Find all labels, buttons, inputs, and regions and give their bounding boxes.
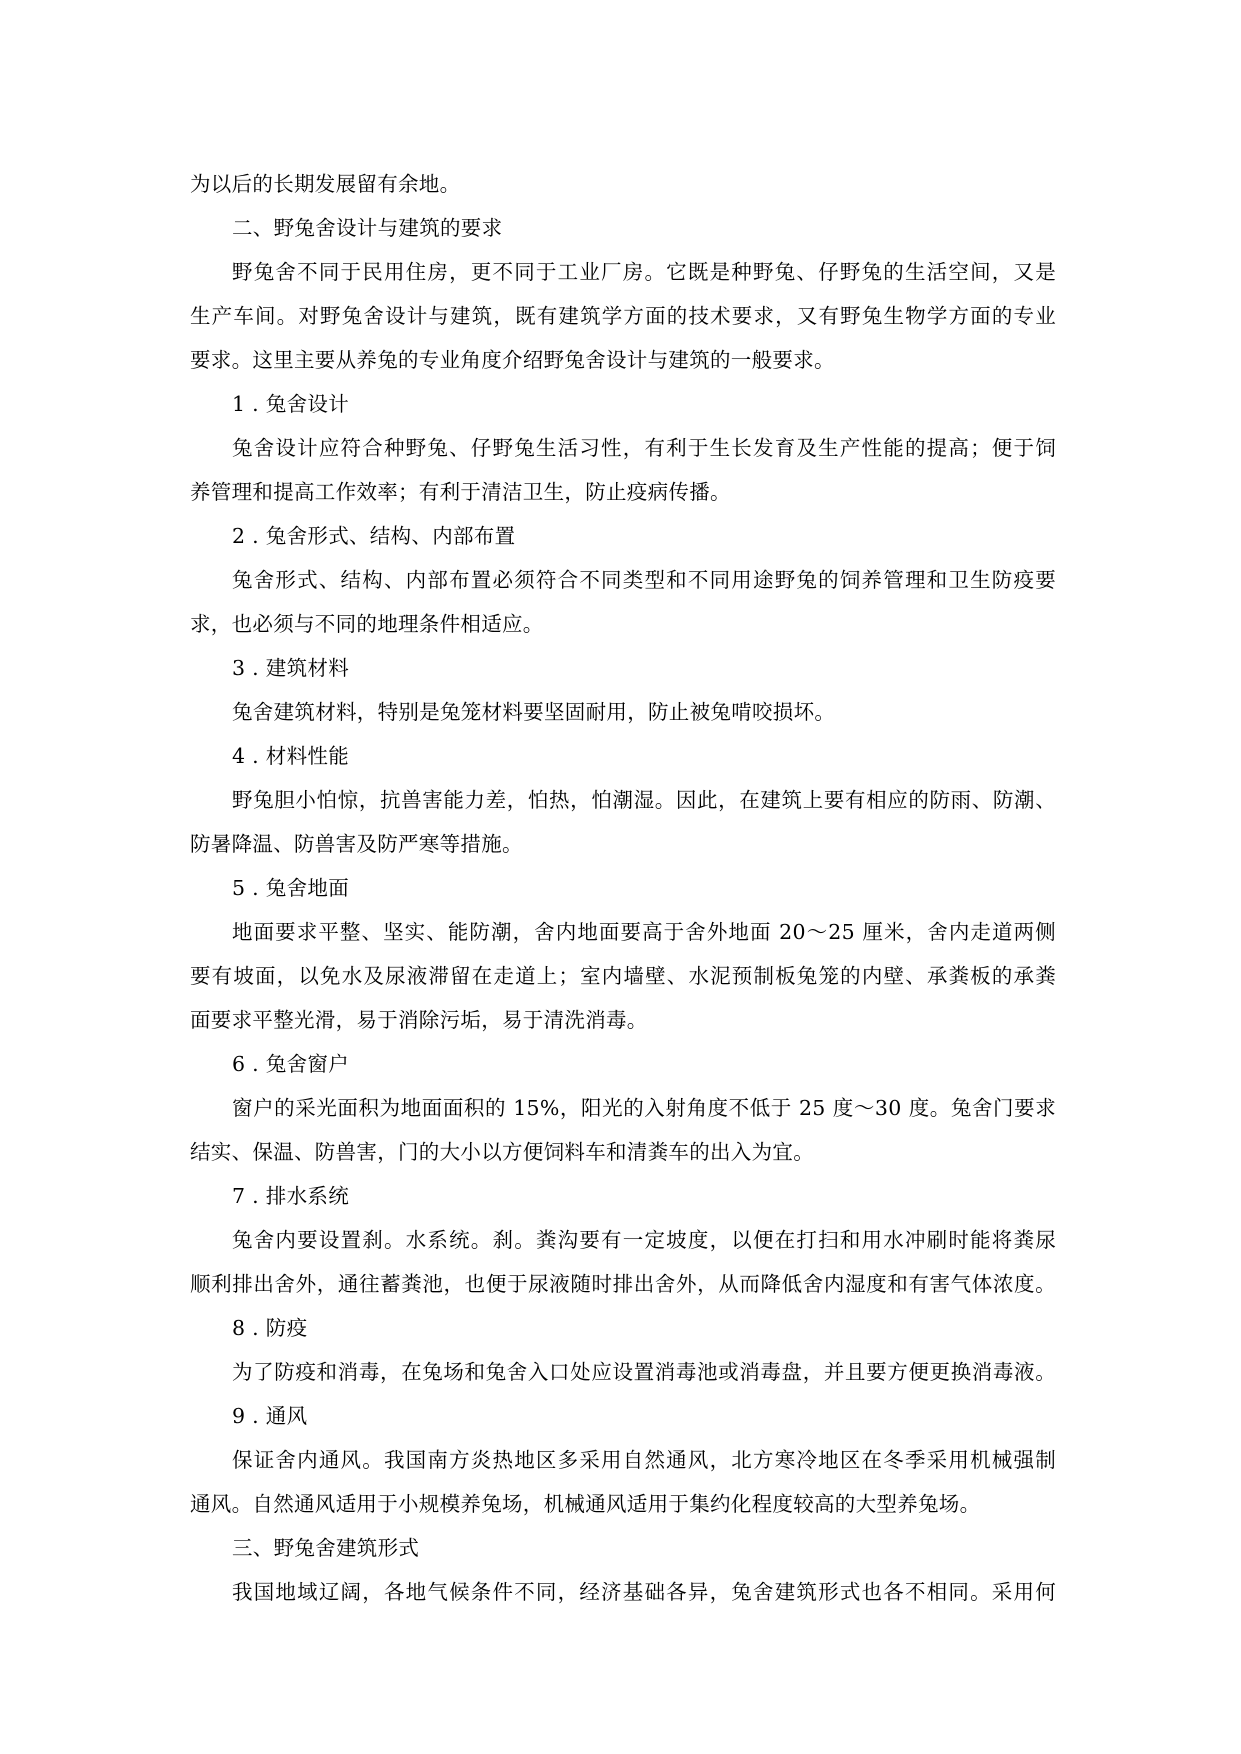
paragraph-continuation: 为以后的长期发展留有余地。 bbox=[190, 172, 461, 196]
paragraph-line: 兔舍形式、结构、内部布置必须符合不同类型和不同用途野兔的饲养管理和卫生防疫要 bbox=[232, 568, 1056, 592]
subheading-8: 8 . 防疫 bbox=[232, 1316, 308, 1340]
paragraph-line: 兔舍内要设置刹。水系统。刹。粪沟要有一定坡度，以便在打扫和用水冲刷时能将粪尿 bbox=[232, 1228, 1056, 1252]
subheading-4: 4 . 材料性能 bbox=[232, 744, 349, 768]
paragraph-line: 野兔舍不同于民用住房，更不同于工业厂房。它既是种野兔、仔野兔的生活空间，又是 bbox=[232, 260, 1056, 284]
paragraph-line: 要有坡面，以免水及尿液滞留在走道上；室内墙壁、水泥预制板兔笼的内壁、承粪板的承粪 bbox=[190, 964, 1056, 988]
paragraph-line: 保证舍内通风。我国南方炎热地区多采用自然通风，北方寒冷地区在冬季采用机械强制 bbox=[232, 1448, 1056, 1472]
subheading-6: 6 . 兔舍窗户 bbox=[232, 1052, 349, 1076]
document-body bbox=[190, 162, 1056, 1614]
paragraph-line: 窗户的采光面积为地面面积的 15%，阳光的入射角度不低于 25 度～30 度。兔舍门要求 bbox=[232, 1096, 1056, 1120]
section-heading-3: 三、野兔舍建筑形式 bbox=[232, 1536, 420, 1560]
paragraph-line: 兔舍建筑材料，特别是兔笼材料要坚固耐用，防止被兔啃咬损坏。 bbox=[232, 700, 836, 724]
subheading-1: 1 . 兔舍设计 bbox=[232, 392, 349, 416]
paragraph-line: 顺利排出舍外，通往蓄粪池，也便于尿液随时排出舍外，从而降低舍内湿度和有害气体浓度。 bbox=[190, 1272, 1056, 1296]
paragraph-line: 兔舍设计应符合种野兔、仔野兔生活习性，有利于生长发育及生产性能的提高；便于饲 bbox=[232, 436, 1056, 460]
paragraph-line: 通风。自然通风适用于小规模养兔场，机械通风适用于集约化程度较高的大型养兔场。 bbox=[190, 1492, 981, 1516]
paragraph-line: 生产车间。对野兔舍设计与建筑，既有建筑学方面的技术要求，又有野兔生物学方面的专业 bbox=[190, 304, 1056, 328]
subheading-7: 7 . 排水系统 bbox=[232, 1184, 349, 1208]
paragraph-line: 野兔胆小怕惊，抗兽害能力差，怕热，怕潮湿。因此，在建筑上要有相应的防雨、防潮、 bbox=[232, 788, 1056, 812]
paragraph-line: 求，也必须与不同的地理条件相适应。 bbox=[190, 612, 544, 636]
subheading-5: 5 . 兔舍地面 bbox=[232, 876, 349, 900]
paragraph-line: 结实、保温、防兽害，门的大小以方便饲料车和清粪车的出入为宜。 bbox=[190, 1140, 814, 1164]
paragraph-line: 要求。这里主要从养兔的专业角度介绍野兔舍设计与建筑的一般要求。 bbox=[190, 348, 835, 372]
section-heading-2: 二、野兔舍设计与建筑的要求 bbox=[232, 216, 503, 240]
paragraph-line: 面要求平整光滑，易于消除污垢，易于清洗消毒。 bbox=[190, 1008, 648, 1032]
paragraph-line: 为了防疫和消毒，在兔场和兔舍入口处应设置消毒池或消毒盘，并且要方便更换消毒液。 bbox=[232, 1360, 1056, 1384]
paragraph-line: 地面要求平整、坚实、能防潮，舍内地面要高于舍外地面 20～25 厘米，舍内走道两侧 bbox=[232, 920, 1056, 944]
paragraph-line: 我国地域辽阔，各地气候条件不同，经济基础各异，兔舍建筑形式也各不相同。采用何 bbox=[232, 1580, 1056, 1604]
subheading-2: 2 . 兔舍形式、结构、内部布置 bbox=[232, 524, 516, 548]
paragraph-line: 养管理和提高工作效率；有利于清洁卫生，防止疫病传播。 bbox=[190, 480, 731, 504]
paragraph-line: 防暑降温、防兽害及防严寒等措施。 bbox=[190, 832, 523, 856]
subheading-9: 9 . 通风 bbox=[232, 1404, 308, 1428]
subheading-3: 3 . 建筑材料 bbox=[232, 656, 349, 680]
